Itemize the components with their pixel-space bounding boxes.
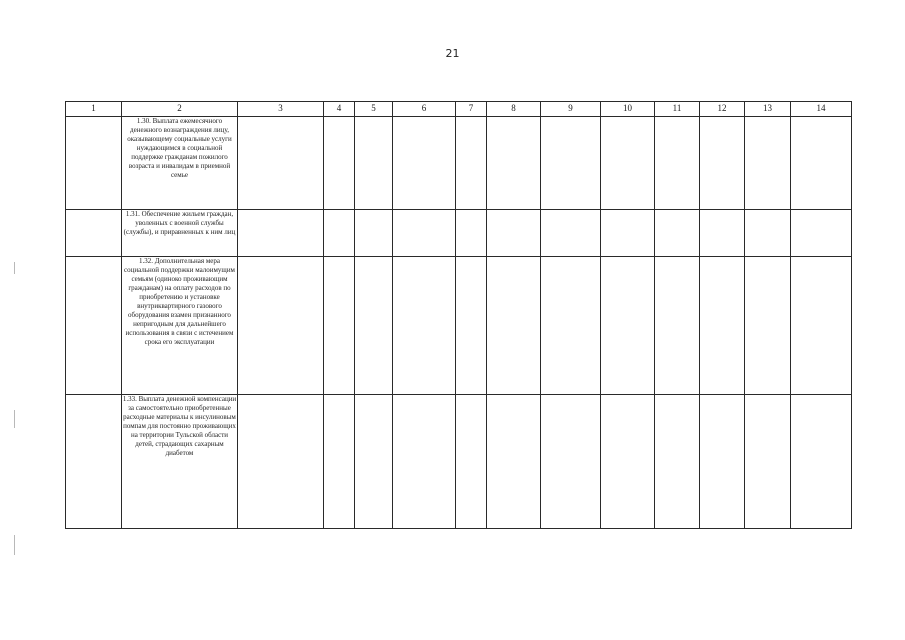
table-cell [601, 117, 655, 210]
table-cell [700, 210, 745, 257]
column-header: 3 [238, 102, 324, 117]
table-cell [238, 117, 324, 210]
scan-artifact [14, 262, 15, 274]
table-cell [655, 395, 700, 529]
table-cell [655, 117, 700, 210]
table-cell [238, 257, 324, 395]
column-header: 6 [393, 102, 456, 117]
table-cell [393, 257, 456, 395]
table-cell [355, 395, 393, 529]
column-header: 5 [355, 102, 393, 117]
row-description: 1.33. Выплата денежной компенсации за самостоятельно приобретенные расходные материалы к инсулиновым помпам для постоянно проживающих на территории Тульской области детей, страдающих сахарным диабетом [122, 395, 238, 529]
table-cell [541, 257, 601, 395]
table-cell [601, 257, 655, 395]
table-cell [655, 210, 700, 257]
scan-artifact [14, 535, 15, 555]
table-cell [791, 257, 852, 395]
column-header: 13 [745, 102, 791, 117]
table-cell [601, 210, 655, 257]
table-cell [541, 210, 601, 257]
row-description: 1.32. Дополнительная мера социальной поддержки малоимущим семьям (одиноко проживающим гражданам) на оплату расходов по приобретению и установке внутриквартирного газового оборудования взамен признанного непригодным для дальнейшего использования в связи с истечением срока его эксплуатации [122, 257, 238, 395]
table-cell [324, 257, 355, 395]
table-cell [601, 395, 655, 529]
table-row [66, 117, 852, 210]
table-cell [456, 117, 487, 210]
table-cell [355, 117, 393, 210]
table-cell [66, 117, 122, 210]
table-cell [487, 395, 541, 529]
table-cell [456, 257, 487, 395]
table-cell [324, 117, 355, 210]
table-cell [487, 117, 541, 210]
table-row [66, 395, 852, 529]
column-header: 10 [601, 102, 655, 117]
table-cell [791, 395, 852, 529]
table-cell [66, 210, 122, 257]
column-header: 7 [456, 102, 487, 117]
table-cell [456, 395, 487, 529]
data-table [65, 101, 852, 529]
table-cell [238, 210, 324, 257]
table-row [66, 210, 852, 257]
table-cell [66, 395, 122, 529]
page-number: 21 [445, 47, 460, 60]
column-header: 2 [122, 102, 238, 117]
column-header: 14 [791, 102, 852, 117]
table-cell [700, 395, 745, 529]
table-cell [393, 210, 456, 257]
table-cell [700, 117, 745, 210]
row-description: 1.30. Выплата ежемесячного денежного вознаграждения лицу, оказывающему социальные услуги нуждающимся в социальной поддержке гражданам пожилого возраста и инвалидам в приемной семье [122, 117, 238, 210]
table-cell [791, 117, 852, 210]
table-cell [393, 395, 456, 529]
table-cell [541, 117, 601, 210]
table-cell [487, 210, 541, 257]
column-header: 11 [655, 102, 700, 117]
column-header: 4 [324, 102, 355, 117]
table-cell [655, 257, 700, 395]
header-row [66, 102, 852, 117]
table-cell [355, 210, 393, 257]
table-cell [700, 257, 745, 395]
table-cell [541, 395, 601, 529]
scan-artifact [14, 410, 15, 428]
column-header: 8 [487, 102, 541, 117]
table-cell [324, 210, 355, 257]
table-cell [487, 257, 541, 395]
column-header: 9 [541, 102, 601, 117]
row-description: 1.31. Обеспечение жильем граждан, уволенных с военной службы (службы), и приравненных к ним лиц [122, 210, 238, 257]
table-row [66, 257, 852, 395]
table-cell [745, 395, 791, 529]
table-cell [393, 117, 456, 210]
table-cell [745, 117, 791, 210]
table-cell [745, 210, 791, 257]
column-header: 1 [66, 102, 122, 117]
table-cell [745, 257, 791, 395]
table-cell [324, 395, 355, 529]
table-cell [355, 257, 393, 395]
table-cell [456, 210, 487, 257]
table-cell [66, 257, 122, 395]
table-cell [238, 395, 324, 529]
table-cell [791, 210, 852, 257]
column-header: 12 [700, 102, 745, 117]
